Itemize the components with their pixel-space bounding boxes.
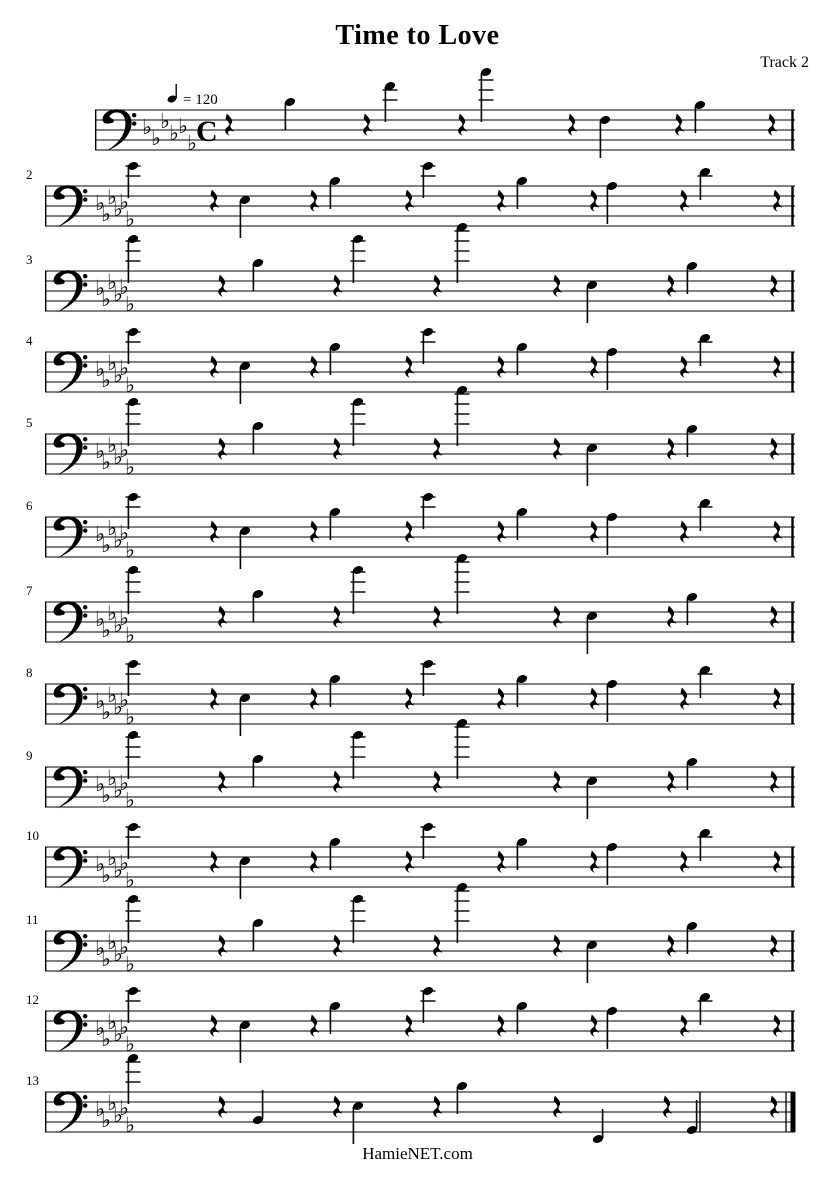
note: [698, 167, 713, 200]
quarter-rest-icon: [458, 114, 467, 136]
flat-icon: ♭: [119, 356, 129, 380]
note: [516, 1001, 529, 1034]
note: [698, 665, 713, 698]
note: [686, 1100, 699, 1135]
note: [329, 674, 342, 707]
quarter-rest-icon: [333, 935, 342, 957]
quarter-rest-icon: [680, 851, 689, 873]
quarter-rest-icon: [218, 935, 227, 957]
quarter-rest-icon: [773, 521, 782, 543]
flat-icon: ♭: [119, 275, 129, 299]
note: [126, 397, 141, 446]
flat-icon: ♭: [101, 947, 111, 971]
flat-icon: ♭: [101, 533, 111, 557]
quarter-rest-icon: [310, 688, 319, 710]
flat-icon: ♭: [142, 115, 152, 139]
note: [329, 837, 342, 870]
quarter-rest-icon: [553, 935, 562, 957]
quarter-rest-icon: [553, 606, 562, 628]
quarter-rest-icon: [773, 190, 782, 212]
note: [516, 837, 529, 870]
measure-number: 6: [26, 498, 33, 513]
flat-icon: ♭: [125, 868, 135, 892]
quarter-rest-icon: [773, 851, 782, 873]
note: [455, 718, 470, 779]
quarter-rest-icon: [667, 275, 676, 297]
quarter-rest-icon: [218, 275, 227, 297]
flat-icon: ♭: [101, 450, 111, 474]
quarter-rest-icon: [553, 771, 562, 793]
note: [252, 754, 265, 787]
flat-icon: ♭: [107, 1091, 117, 1115]
quarter-rest-icon: [405, 688, 414, 710]
note: [126, 986, 141, 1023]
flat-icon: ♭: [113, 695, 123, 719]
note: [421, 327, 436, 364]
quarter-rest-icon: [433, 275, 442, 297]
flat-icon: ♭: [119, 851, 129, 875]
note: [126, 894, 141, 943]
quarter-rest-icon: [405, 1015, 414, 1037]
quarter-rest-icon: [433, 606, 442, 628]
flat-icon: ♭: [113, 1022, 123, 1046]
note: [455, 553, 470, 614]
flat-icon: ♭: [178, 114, 188, 138]
note: [351, 894, 366, 943]
flat-icon: ♭: [113, 613, 123, 637]
flat-icon: ♭: [125, 373, 135, 397]
flat-icon: ♭: [107, 351, 117, 375]
flat-icon: ♭: [101, 202, 111, 226]
measure-number: 10: [26, 828, 39, 843]
note: [126, 730, 141, 779]
flat-icon: ♭: [160, 109, 170, 133]
flat-icon: ♭: [125, 788, 135, 812]
staff-system-11: [26, 882, 795, 983]
note: [455, 385, 470, 446]
staff-system-12: [26, 986, 795, 1063]
note: [252, 589, 265, 622]
quarter-rest-icon: [590, 851, 599, 873]
note: [329, 1001, 342, 1034]
flat-icon: ♭: [125, 623, 135, 647]
quarter-rest-icon: [405, 521, 414, 543]
quarter-rest-icon: [770, 1096, 779, 1118]
quarter-rest-icon: [553, 1096, 562, 1118]
quarter-rest-icon: [667, 438, 676, 460]
quarter-rest-icon: [590, 1015, 599, 1037]
quarter-rest-icon: [590, 688, 599, 710]
quarter-rest-icon: [210, 688, 219, 710]
quarter-rest-icon: [675, 114, 684, 136]
note: [686, 592, 699, 625]
staff-system-2: [26, 161, 795, 238]
quarter-rest-icon: [405, 356, 414, 378]
flat-icon: ♭: [125, 292, 135, 316]
note: [421, 822, 436, 859]
note: [329, 176, 342, 209]
quarter-rest-icon: [333, 1096, 342, 1118]
flat-icon: ♭: [125, 207, 135, 231]
note: [592, 1109, 605, 1144]
note: [421, 659, 436, 696]
note: [606, 1006, 619, 1049]
note: [606, 679, 619, 722]
track-label: Track 2: [760, 54, 809, 71]
note: [252, 1090, 265, 1125]
measure-number: 2: [26, 167, 33, 182]
note: [284, 97, 297, 130]
staff-system-9: [26, 718, 795, 819]
quarter-rest-icon: [680, 1015, 689, 1037]
quarter-rest-icon: [210, 1015, 219, 1037]
flat-icon: ♭: [107, 185, 117, 209]
quarter-rest-icon: [497, 688, 506, 710]
quarter-rest-icon: [210, 190, 219, 212]
flat-icon: ♭: [119, 771, 129, 795]
note: [126, 161, 141, 198]
quarter-rest-icon: [680, 521, 689, 543]
flat-icon: ♭: [113, 528, 123, 552]
flat-icon: ♭: [119, 606, 129, 630]
quarter-rest-icon: [667, 771, 676, 793]
flat-icon: ♭: [95, 1097, 105, 1121]
flat-icon: ♭: [101, 1108, 111, 1132]
quarter-rest-icon: [333, 771, 342, 793]
quarter-rest-icon: [770, 606, 779, 628]
flat-icon: ♭: [95, 936, 105, 960]
note: [252, 258, 265, 291]
note: [606, 347, 619, 390]
flat-icon: ♭: [113, 363, 123, 387]
note: [694, 100, 707, 133]
quarter-rest-icon: [310, 851, 319, 873]
flat-icon: ♭: [113, 197, 123, 221]
flat-icon: ♭: [113, 1103, 123, 1127]
note: [516, 176, 529, 209]
flat-icon: ♭: [119, 935, 129, 959]
staff-system-13: [26, 1053, 796, 1145]
measure-number: 9: [26, 748, 33, 763]
quarter-rest-icon: [363, 114, 372, 136]
flat-icon: ♭: [95, 772, 105, 796]
flat-icon: ♭: [95, 276, 105, 300]
flat-icon: ♭: [95, 852, 105, 876]
quarter-rest-icon: [433, 438, 442, 460]
quarter-rest-icon: [405, 851, 414, 873]
quarter-rest-icon: [310, 190, 319, 212]
measure-number: 5: [26, 415, 33, 430]
quarter-rest-icon: [773, 1015, 782, 1037]
quarter-rest-icon: [770, 771, 779, 793]
flat-icon: ♭: [107, 516, 117, 540]
flat-icon: ♭: [125, 1032, 135, 1056]
quarter-rest-icon: [667, 606, 676, 628]
staff-system-4: [26, 327, 795, 404]
quarter-rest-icon: [590, 190, 599, 212]
note: [351, 397, 366, 446]
staff-system-10: [26, 822, 795, 899]
note: [252, 918, 265, 951]
flat-icon: ♭: [107, 683, 117, 707]
footer-site-label: HamieNET.com: [362, 1144, 473, 1163]
flat-icon: ♭: [95, 357, 105, 381]
note: [698, 333, 713, 366]
quarter-rest-icon: [218, 438, 227, 460]
quarter-rest-icon: [333, 275, 342, 297]
flat-icon: ♭: [107, 433, 117, 457]
quarter-rest-icon: [333, 606, 342, 628]
flat-icon: ♭: [107, 1010, 117, 1034]
flat-icon: ♭: [151, 126, 161, 150]
note: [126, 492, 141, 529]
quarter-rest-icon: [770, 438, 779, 460]
flat-icon: ♭: [119, 688, 129, 712]
flat-icon: ♭: [119, 190, 129, 214]
page-title: Time to Love: [335, 20, 500, 51]
note: [516, 507, 529, 540]
note: [456, 1081, 469, 1114]
note: [686, 757, 699, 790]
quarter-rest-icon: [497, 190, 506, 212]
quarter-rest-icon: [680, 356, 689, 378]
flat-icon: ♭: [119, 438, 129, 462]
flat-icon: ♭: [125, 952, 135, 976]
flat-icon: ♭: [119, 1096, 129, 1120]
quarter-rest-icon: [553, 438, 562, 460]
quarter-rest-icon: [225, 114, 234, 136]
quarter-rest-icon: [680, 190, 689, 212]
quarter-rest-icon: [770, 275, 779, 297]
flat-icon: ♭: [125, 1113, 135, 1137]
quarter-rest-icon: [405, 190, 414, 212]
flat-icon: ♭: [113, 445, 123, 469]
note: [606, 512, 619, 555]
measure-number: 3: [26, 252, 33, 267]
flat-icon: ♭: [125, 538, 135, 562]
flat-icon: ♭: [119, 521, 129, 545]
staff-system-3: [26, 222, 795, 323]
quarter-rest-icon: [433, 771, 442, 793]
staff-system-1: [95, 67, 795, 158]
note: [516, 342, 529, 375]
flat-icon: ♭: [95, 607, 105, 631]
note: [126, 822, 141, 859]
flat-icon: ♭: [125, 455, 135, 479]
flat-icon: ♭: [101, 783, 111, 807]
staff-system-7: [26, 553, 795, 654]
note: [516, 674, 529, 707]
flat-icon: ♭: [101, 618, 111, 642]
quarter-rest-icon: [433, 935, 442, 957]
flat-icon: ♭: [119, 1015, 129, 1039]
flat-icon: ♭: [101, 1027, 111, 1051]
flat-icon: ♭: [95, 439, 105, 463]
note: [126, 234, 141, 283]
quarter-rest-icon: [590, 356, 599, 378]
quarter-rest-icon: [310, 356, 319, 378]
note: [351, 565, 366, 614]
flat-icon: ♭: [95, 522, 105, 546]
note: [329, 507, 342, 540]
quarter-rest-icon: [773, 356, 782, 378]
quarter-rest-icon: [433, 1096, 442, 1118]
flat-icon: ♭: [169, 121, 179, 145]
note: [126, 565, 141, 614]
note: [686, 424, 699, 457]
note: [698, 992, 713, 1025]
flat-icon: ♭: [107, 601, 117, 625]
flat-icon: ♭: [95, 1016, 105, 1040]
flat-icon: ♭: [101, 700, 111, 724]
quarter-rest-icon: [568, 114, 577, 136]
quarter-rest-icon: [553, 275, 562, 297]
quarter-rest-icon: [210, 851, 219, 873]
quarter-rest-icon: [310, 1015, 319, 1037]
note: [599, 115, 612, 158]
note: [351, 730, 366, 779]
quarter-rest-icon: [773, 688, 782, 710]
note: [479, 67, 494, 122]
note: [126, 659, 141, 696]
staff-system-8: [26, 659, 795, 736]
note: [606, 842, 619, 885]
quarter-rest-icon: [680, 688, 689, 710]
note: [455, 222, 470, 283]
note: [126, 327, 141, 364]
measure-number: 13: [26, 1073, 39, 1088]
quarter-rest-icon: [497, 521, 506, 543]
tempo-marking: [167, 84, 218, 108]
quarter-rest-icon: [310, 521, 319, 543]
measure-number: 11: [26, 912, 39, 927]
quarter-rest-icon: [497, 356, 506, 378]
note: [351, 234, 366, 283]
quarter-rest-icon: [218, 606, 227, 628]
measure-number: 12: [26, 992, 39, 1007]
flat-icon: ♭: [95, 191, 105, 215]
note: [126, 1053, 141, 1104]
flat-icon: ♭: [101, 863, 111, 887]
staff-system-6: [26, 492, 795, 569]
flat-icon: ♭: [187, 131, 197, 155]
staff-system-5: [26, 385, 795, 486]
flat-icon: ♭: [107, 270, 117, 294]
note: [421, 986, 436, 1023]
quarter-rest-icon: [210, 356, 219, 378]
note: [686, 921, 699, 954]
flat-icon: ♭: [113, 942, 123, 966]
quarter-rest-icon: [497, 851, 506, 873]
flat-icon: ♭: [107, 766, 117, 790]
flat-icon: ♭: [125, 705, 135, 729]
measure-number: 4: [26, 333, 33, 348]
note: [686, 261, 699, 294]
quarter-rest-icon: [210, 521, 219, 543]
flat-icon: ♭: [113, 282, 123, 306]
flat-icon: ♭: [107, 930, 117, 954]
note: [252, 421, 265, 454]
note: [606, 181, 619, 224]
note: [421, 161, 436, 198]
quarter-rest-icon: [667, 935, 676, 957]
quarter-rest-icon: [663, 1096, 672, 1118]
quarter-rest-icon: [333, 438, 342, 460]
note: [383, 81, 398, 122]
quarter-rest-icon: [590, 521, 599, 543]
flat-icon: ♭: [107, 846, 117, 870]
measure-number: 7: [26, 583, 33, 598]
flat-icon: ♭: [101, 368, 111, 392]
common-time-signature: C: [196, 115, 218, 148]
measure-number: 8: [26, 665, 33, 680]
quarter-rest-icon: [218, 1096, 227, 1118]
note: [455, 882, 470, 943]
flat-icon: ♭: [113, 858, 123, 882]
quarter-rest-icon: [768, 114, 777, 136]
note: [421, 492, 436, 529]
quarter-rest-icon: [770, 935, 779, 957]
quarter-rest-icon: [218, 771, 227, 793]
flat-icon: ♭: [101, 287, 111, 311]
tempo-text: = 120: [183, 92, 218, 108]
flat-icon: ♭: [113, 778, 123, 802]
flat-icon: ♭: [95, 689, 105, 713]
quarter-rest-icon: [497, 1015, 506, 1037]
note: [698, 498, 713, 531]
note: [329, 342, 342, 375]
note: [698, 828, 713, 861]
